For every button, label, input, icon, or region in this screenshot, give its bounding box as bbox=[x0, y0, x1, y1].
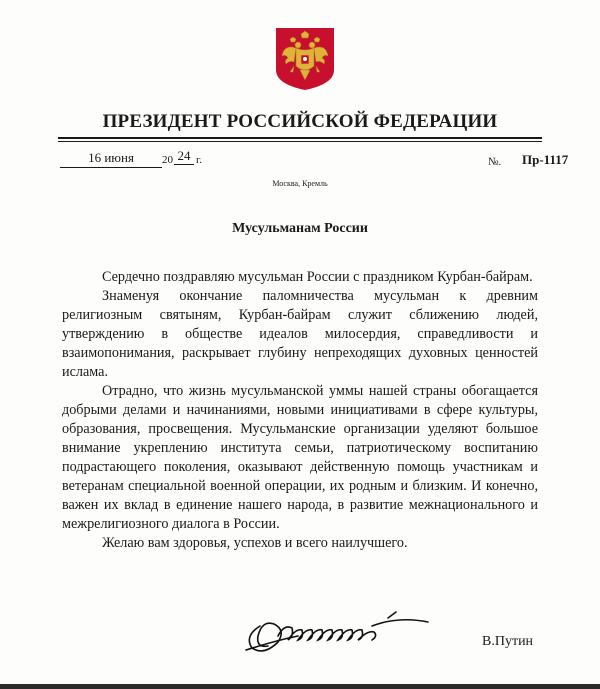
letter-heading: Мусульманам России bbox=[232, 221, 368, 236]
date-year-prefix: 20 bbox=[162, 154, 173, 166]
title-rule-thin bbox=[58, 141, 542, 142]
title-rule bbox=[58, 137, 542, 139]
document-number: Пр-1117 bbox=[522, 152, 569, 167]
coat-of-arms-icon bbox=[274, 26, 336, 92]
date-year-suffix: г. bbox=[196, 154, 203, 166]
paragraph: Сердечно поздравляю мусульман России с праздником Курбан-байрам. bbox=[102, 269, 533, 285]
number-label: №. bbox=[488, 156, 502, 168]
place-line: Москва, Кремль bbox=[272, 179, 328, 188]
signatory-name: В.Путин bbox=[482, 634, 534, 649]
document-title: ПРЕЗИДЕНТ РОССИЙСКОЙ ФЕДЕРАЦИИ bbox=[102, 111, 498, 132]
paragraph: Знаменуя окончание паломничества мусульман к древним религиозным святыням, Курбан-байрам служит сближению людей, утверждению в обществе идеалов милосердия, справедливости и взаимопонимания, раскрывает глубину непреходящих духовных ценностей ислама. bbox=[62, 288, 538, 380]
date-day-month: 16 июня bbox=[60, 150, 162, 168]
date-year-value: 24 bbox=[174, 148, 194, 165]
paragraph: Отрадно, что жизнь мусульманской уммы нашей страны обогащается добрыми делами и начинаниями, новыми инициативами в сфере культуры, образования, просвещения. Мусульманские организации уделяют большое внимание укреплению института семьи, патриотическому воспитанию подрастающего поколения, оказывают действенную помощь участникам и ветеранам специальной военной операции, их родным и близким. И конечно, важен их вклад в единение нашего народа, в развитие межнационального и межрелигиозного диалога в России. bbox=[62, 383, 538, 532]
letter-body bbox=[62, 268, 538, 553]
paragraph: Желаю вам здоровья, успехов и всего наилучшего. bbox=[102, 535, 408, 551]
signature-icon bbox=[238, 606, 438, 658]
